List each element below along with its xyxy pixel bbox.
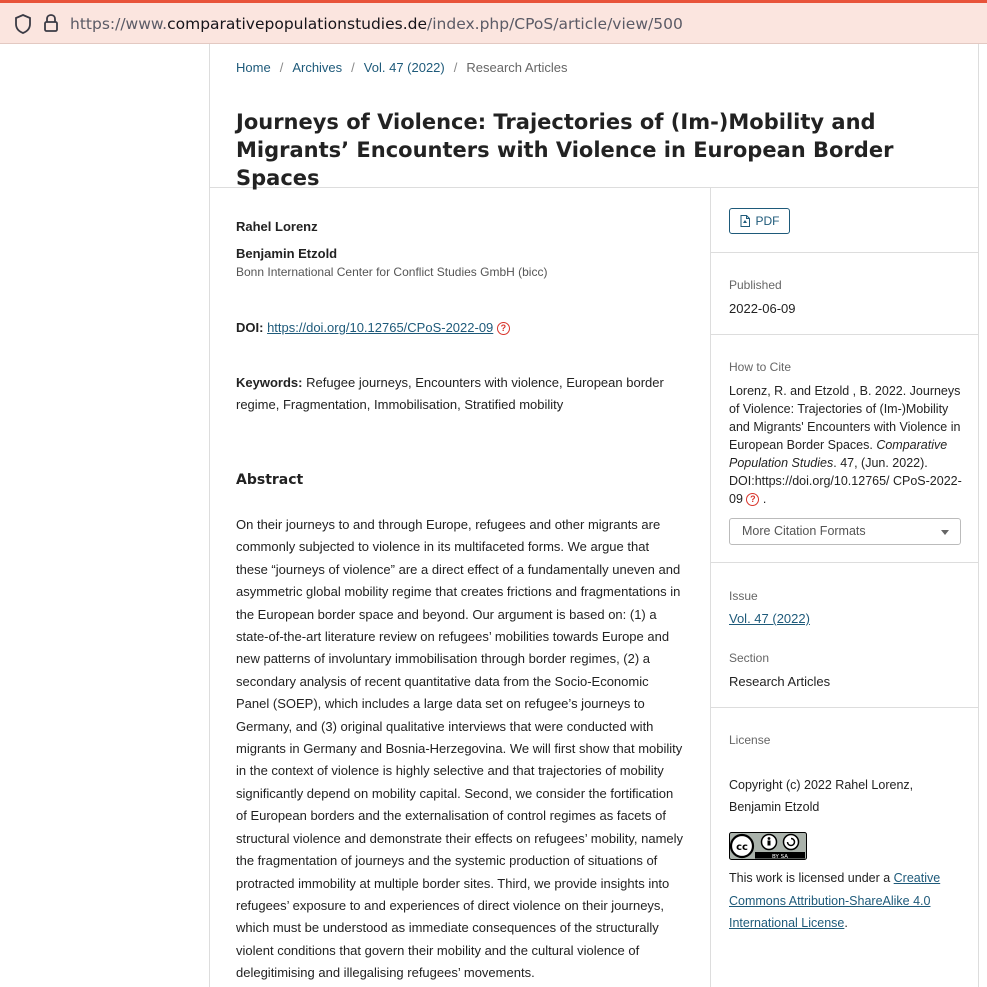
page-frame-left bbox=[209, 44, 210, 987]
how-to-cite-label: How to Cite bbox=[729, 360, 792, 374]
column-divider bbox=[710, 188, 711, 987]
sidebar-divider bbox=[711, 334, 979, 335]
pdf-file-icon bbox=[740, 215, 750, 227]
published-date: 2022-06-09 bbox=[729, 301, 796, 316]
cc-by-sa-license-badge[interactable] bbox=[729, 832, 807, 860]
sidebar-divider bbox=[711, 252, 979, 253]
abstract-text: On their journeys to and through Europe, refugees and other migrants are commonly subjected to violence in its multifaceted forms. We argue that these “journeys of violence” are a direct effect of a fundamentally uneven and asymmetric global mobility regime that creates frictions and fragmentations in the European border space and beyond. Our argument is based on: (1) a state-of-the-art literature review on refugees’ mobilities towards Europe and new patterns of involuntary immobilisation through border regimes, (2) a secondary analysis of recent quantitative data from the Socio-Economic Panel (SOEP), which includes a large data set on refugee’s journeys to Germany, and (3) original qualitative interviews that were conducted with migrants in Germany and Bosnia-Herzegovina. We will first show that mobility in the context of violence is highly selective and that trajectories of mobility significantly depend on mobility capital. Second, we consider the fortification of European borders and the externalisation of control regimes as facets of structural violence and demonstrate their effects on refugees’ mobility, namely the fragmentation of journeys and the systemic production of situations of protracted immobility at multiple border sites. Third, we provide insights into refugees’ exposure to and experiences of direct violence on their journeys, which must be understood as immediate consequences of the structurally violent conditions that govern their mobility and the cultural violence of delegitimising and illegalising refugees’ movements. bbox=[236, 517, 684, 981]
author-name: Benjamin Etzold bbox=[236, 246, 338, 261]
breadcrumb-separator: / bbox=[453, 60, 458, 75]
keywords-label: Keywords: bbox=[236, 375, 303, 390]
citation-formats-label: More Citation Formats bbox=[742, 524, 866, 538]
sidebar-divider bbox=[711, 562, 979, 563]
author-name: Rahel Lorenz bbox=[236, 219, 318, 234]
keywords bbox=[236, 372, 676, 416]
page-frame-right bbox=[978, 44, 979, 987]
license-text: This work is licensed under a Creative Commons Attribution-ShareAlike 4.0 International License. bbox=[729, 871, 941, 930]
pdf-download-button[interactable] bbox=[729, 208, 790, 234]
question-icon[interactable]: ? bbox=[497, 322, 510, 335]
license-link[interactable]: Creative Commons Attribution-ShareAlike 4.0 International License bbox=[729, 871, 941, 930]
doi-line bbox=[236, 320, 510, 335]
svg-text:BY SA: BY SA bbox=[772, 854, 788, 860]
copyright-text: Copyright (c) 2022 Rahel Lorenz, Benjamin Etzold bbox=[729, 778, 914, 814]
lock-icon[interactable] bbox=[43, 13, 59, 33]
caret-down-icon bbox=[941, 530, 949, 535]
pdf-button-label: PDF bbox=[755, 214, 780, 228]
issue-label: Issue bbox=[729, 589, 758, 603]
abstract-heading: Abstract bbox=[236, 472, 304, 488]
doi-label: DOI: bbox=[236, 320, 264, 335]
breadcrumb-separator: / bbox=[279, 60, 284, 75]
doi-link[interactable]: https://doi.org/10.12765/CPoS-2022-09 bbox=[267, 320, 494, 335]
section-label: Section bbox=[729, 651, 770, 665]
breadcrumb-current: Research Articles bbox=[466, 60, 568, 75]
keywords-value: Refugee journeys, Encounters with violence, European border regime, Fragmentation, Immobilisation, Stratified mobility bbox=[236, 375, 664, 412]
browser-url-bar[interactable] bbox=[0, 0, 987, 44]
citation-text: Lorenz, R. and Etzold , B. 2022. Journeys of Violence: Trajectories of (Im-)Mobility and Migrants' Encounters with Violence in European Border Spaces. Comparative Population Studies. 47, (Jun. 2022). DOI:https://doi.org/10.12765/ CPoS-2022-09 ? . bbox=[729, 384, 962, 506]
article-title: Journeys of Violence: Trajectories of (Im-)Mobility and Migrants’ Encounters with Violence in European Border Spaces bbox=[236, 110, 894, 190]
breadcrumb-home-link[interactable]: Home bbox=[236, 60, 271, 75]
breadcrumb-volume-link[interactable]: Vol. 47 (2022) bbox=[363, 60, 445, 75]
breadcrumb-archives-link[interactable]: Archives bbox=[292, 60, 343, 75]
section-value: Research Articles bbox=[729, 674, 831, 689]
question-icon[interactable]: ? bbox=[746, 493, 759, 506]
url-text[interactable]: https://www.comparativepopulationstudies.de/index.php/CPoS/article/view/500 bbox=[70, 15, 683, 33]
citation-formats-dropdown[interactable] bbox=[729, 518, 961, 545]
breadcrumb-separator: / bbox=[351, 60, 355, 75]
svg-text:cc: cc bbox=[736, 842, 748, 853]
shield-icon[interactable] bbox=[14, 14, 32, 34]
author-affiliation: Bonn International Center for Conflict Studies GmbH (bicc) bbox=[236, 265, 548, 279]
license-label: License bbox=[729, 733, 771, 747]
breadcrumb bbox=[236, 60, 568, 75]
published-label: Published bbox=[729, 278, 782, 292]
sidebar-divider bbox=[711, 707, 979, 708]
issue-link[interactable]: Vol. 47 (2022) bbox=[729, 611, 810, 626]
